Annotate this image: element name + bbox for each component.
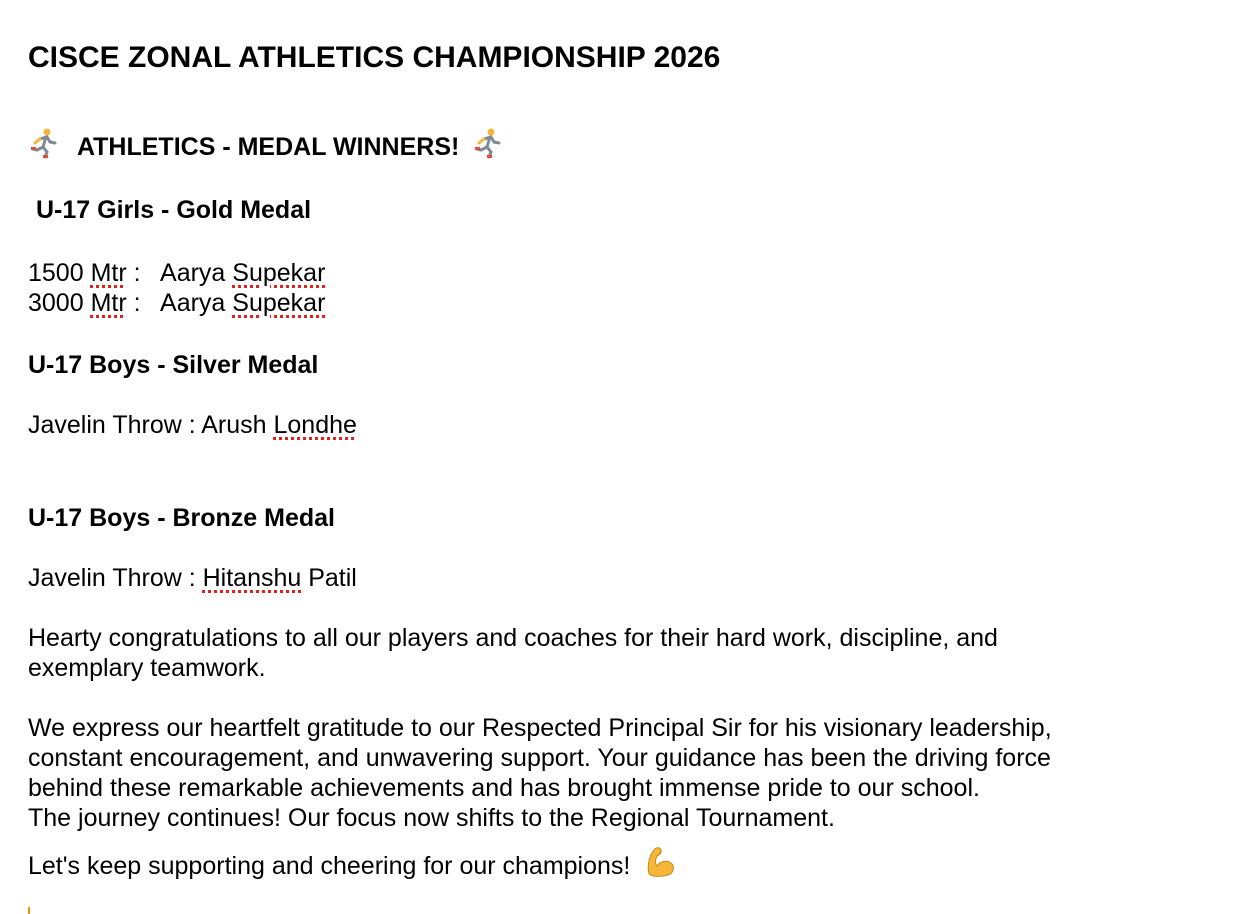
- athlete-last-name: Supekar: [232, 289, 326, 317]
- paragraph-line: The journey continues! Our focus now shifts to the Regional Tournament.: [28, 804, 835, 832]
- closing-text: Let's keep supporting and cheering for our champions!: [28, 852, 631, 880]
- silver-medal-title: U-17 Boys - Silver Medal: [28, 351, 319, 379]
- paragraph-line: Hearty congratulations to all our players and coaches for their hard work, discipline, and: [28, 624, 998, 652]
- paragraph-line: behind these remarkable achievements and has brought immense pride to our school.: [28, 774, 980, 802]
- athlete-last-name: Supekar: [232, 259, 326, 287]
- runner-icon: [28, 127, 60, 159]
- event-unit: Mtr: [90, 259, 127, 287]
- athlete-first-name: Hitanshu: [202, 564, 302, 592]
- athlete-last-name: Londhe: [273, 411, 357, 439]
- result-entry: [28, 410, 357, 440]
- entry-separator: :: [126, 259, 161, 287]
- document-title: CISCE ZONAL ATHLETICS CHAMPIONSHIP 2026: [28, 41, 721, 74]
- paragraph-line: We express our heartfelt gratitude to our Respected Principal Sir for his visionary leadership,: [28, 714, 1052, 742]
- entry-label: Javelin Throw : Arush: [28, 411, 274, 439]
- closing-line: [28, 844, 677, 881]
- event-unit: Mtr: [90, 289, 127, 317]
- text-cursor: [28, 907, 30, 914]
- section-heading: [28, 127, 504, 162]
- runner-icon: [472, 127, 504, 159]
- paragraph-line: constant encouragement, and unwavering support. Your guidance has been the driving force: [28, 744, 1051, 772]
- event-distance: 3000: [28, 289, 91, 317]
- event-distance: 1500: [28, 259, 91, 287]
- result-entry: [28, 563, 357, 593]
- athlete-first-name: Aarya: [160, 259, 233, 287]
- athlete-last-name: Patil: [301, 564, 357, 592]
- flexed-biceps-icon: [643, 844, 677, 878]
- result-entry: [28, 258, 325, 288]
- section-heading-text: ATHLETICS - MEDAL WINNERS!: [76, 133, 460, 161]
- bronze-medal-title: U-17 Boys - Bronze Medal: [28, 504, 336, 532]
- athlete-first-name: Aarya: [160, 289, 233, 317]
- gold-medal-title: U-17 Girls - Gold Medal: [36, 196, 312, 224]
- entry-separator: :: [126, 289, 161, 317]
- paragraph-line: exemplary teamwork.: [28, 654, 266, 682]
- entry-label: Javelin Throw :: [28, 564, 203, 592]
- result-entry: [28, 288, 325, 318]
